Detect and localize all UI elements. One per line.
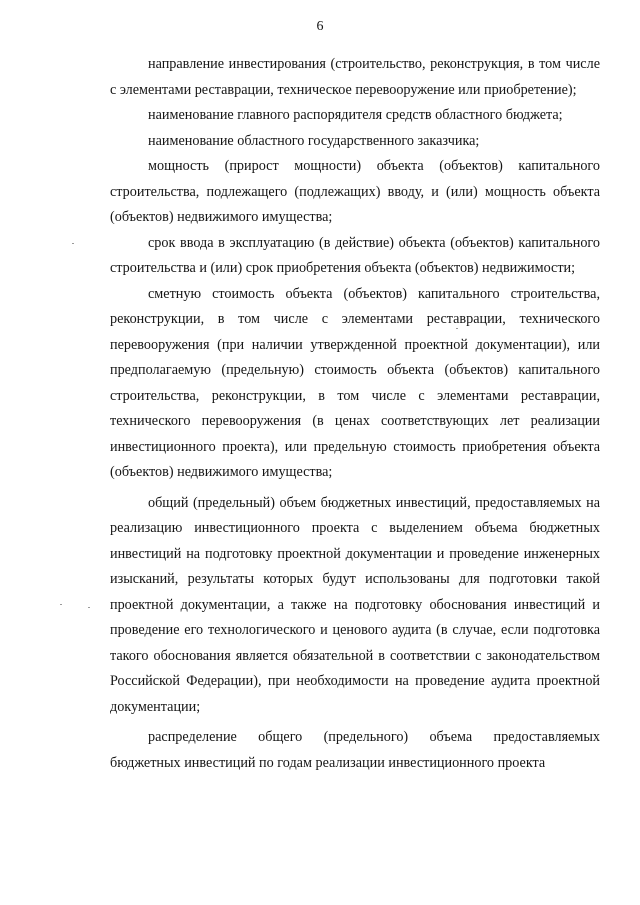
paragraph-distribution: распределение общего (предельного) объема предоставляемых бюджетных инвестиций по годам реализации инвестиционного проекта [110, 729, 600, 771]
scan-speck [456, 328, 458, 329]
scan-speck [60, 604, 62, 605]
paragraph-estimated-cost: сметную стоимость объекта (объектов) капитального строительства, реконструкции, в том числе с элементами реставрации, технического перевооружения (при наличии утвержденной проектной документации), или предполагаемую (предельную) стоимость объекта (объектов) капитального строительства, реконструкции, в том числе с элементами реставрации, технического перевооружения (в ценах соответствующих лет реализации инвестиционного проекта), или предельную стоимость приобретения объекта (объектов) недвижимого имущества; [110, 285, 600, 480]
paragraph-investment-direction: направление инвестирования (строительство, реконструкция, в том числе с элементами реставрации, техническое перевооружение или приобретение); [110, 56, 600, 98]
paragraph-state-customer: наименование областного государственного заказчика; [148, 132, 480, 149]
paragraph-capacity: мощность (прирост мощности) объекта (объектов) капитального строительства, подлежащего (подлежащих) вводу, и (или) мощность объекта (объектов) недвижимого имущества; [110, 158, 600, 225]
paragraph-budget-manager: наименование главного распорядителя средств областного бюджета; [148, 107, 563, 123]
paragraph-commissioning-term: срок ввода в эксплуатацию (в действие) объекта (объектов) капитального строительства и (или) срок приобретения объекта (объектов) недвижимости; [110, 234, 600, 276]
document-body [110, 52, 600, 776]
paragraph-total-investment: общий (предельный) объем бюджетных инвестиций, предоставляемых на реализацию инвестиционного проекта с выделением объема бюджетных инвестиций на подготовку проектной документации и проведение инженерных изысканий, результаты которых будут использованы для подготовки такой проектной документации, а также на подготовку обоснования инвестиций и проведение его технологического и ценового аудита (в случае, если подготовка такого обоснования является обязательной в соответствии с законодательством Российской Федерации), при необходимости на проведение аудита проектной документации; [110, 494, 600, 715]
scan-speck [72, 243, 74, 244]
page-number: 6 [316, 19, 324, 34]
scan-speck [88, 607, 90, 608]
